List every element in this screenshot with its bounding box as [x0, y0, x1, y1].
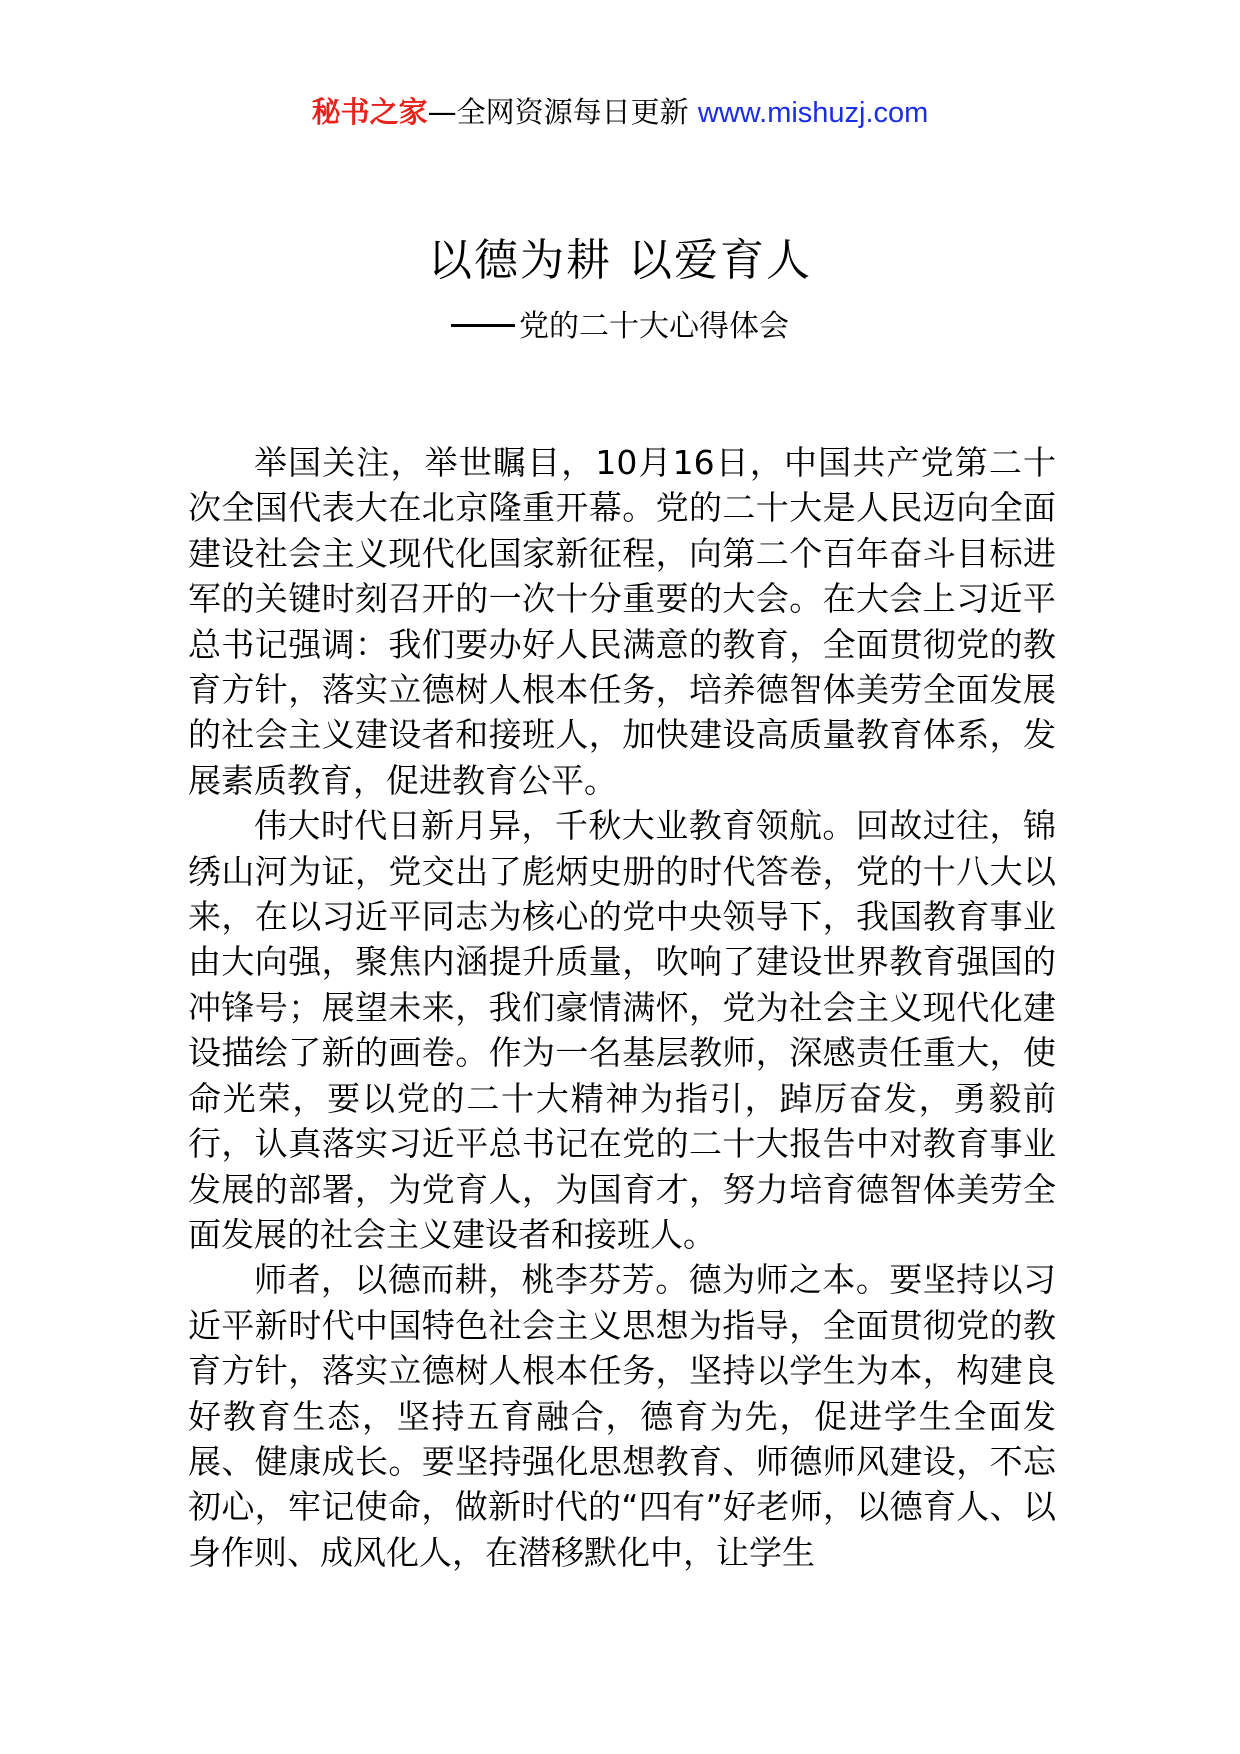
document-title: 以德为耕 以爱育人	[428, 235, 812, 286]
paragraph: 举国关注，举世瞩目，10月16日，中国共产党第二十次全国代表大在北京隆重开幕。党的二十大是人民迈向全面建设社会主义现代化国家新征程，向第二个百年奋斗目标进军的关键时刻召开的一次十分重要的大会。在大会上习近平总书记强调：我们要办好人民满意的教育，全面贯彻党的教育方针，落实立德树人根本任务，培养德智体美劳全面发展的社会主义建设者和接班人，加快建设高质量教育体系，发展素质教育，促进教育公平。	[188, 443, 1056, 800]
site-brand: 秘书之家	[311, 95, 428, 129]
paragraph: 师者，以德而耕，桃李芬芳。德为师之本。要坚持以习近平新时代中国特色社会主义思想为指导，全面贯彻党的教育方针，落实立德树人根本任务，坚持以学生为本，构建良好教育生态，坚持五育融合，德育为先，促进学生全面发展、健康成长。要坚持强化思想教育、师德师风建设，不忘初心，牢记使命，做新时代的“四有”好老师，以德育人、以身作则、成风化人，在潜移默化中，让学生	[188, 1260, 1056, 1572]
site-url[interactable]: www.mishuzj.com	[697, 97, 929, 129]
em-dash-rule	[451, 324, 515, 327]
subtitle-text: 党的二十大心得体会	[519, 309, 789, 344]
site-header	[0, 92, 1240, 133]
document-body	[188, 440, 1056, 1575]
paragraph: 伟大时代日新月异，千秋大业教育领航。回故过往，锦绣山河为证，党交出了彪炳史册的时代答卷，党的十八大以来，在以习近平同志为核心的党中央领导下，我国教育事业由大向强，聚焦内涵提升质量，吹响了建设世界教育强国的冲锋号；展望未来，我们豪情满怀，党为社会主义现代化建设描绘了新的画卷。作为一名基层教师，深感责任重大，使命光荣，要以党的二十大精神为指引，踔厉奋发，勇毅前行，认真落实习近平总书记在党的二十大报告中对教育事业发展的部署，为党育人，为国育才，努力培育德智体美劳全面发展的社会主义建设者和接班人。	[188, 806, 1056, 1254]
document-subtitle	[0, 306, 1240, 348]
site-tagline: —全网资源每日更新	[427, 95, 689, 129]
